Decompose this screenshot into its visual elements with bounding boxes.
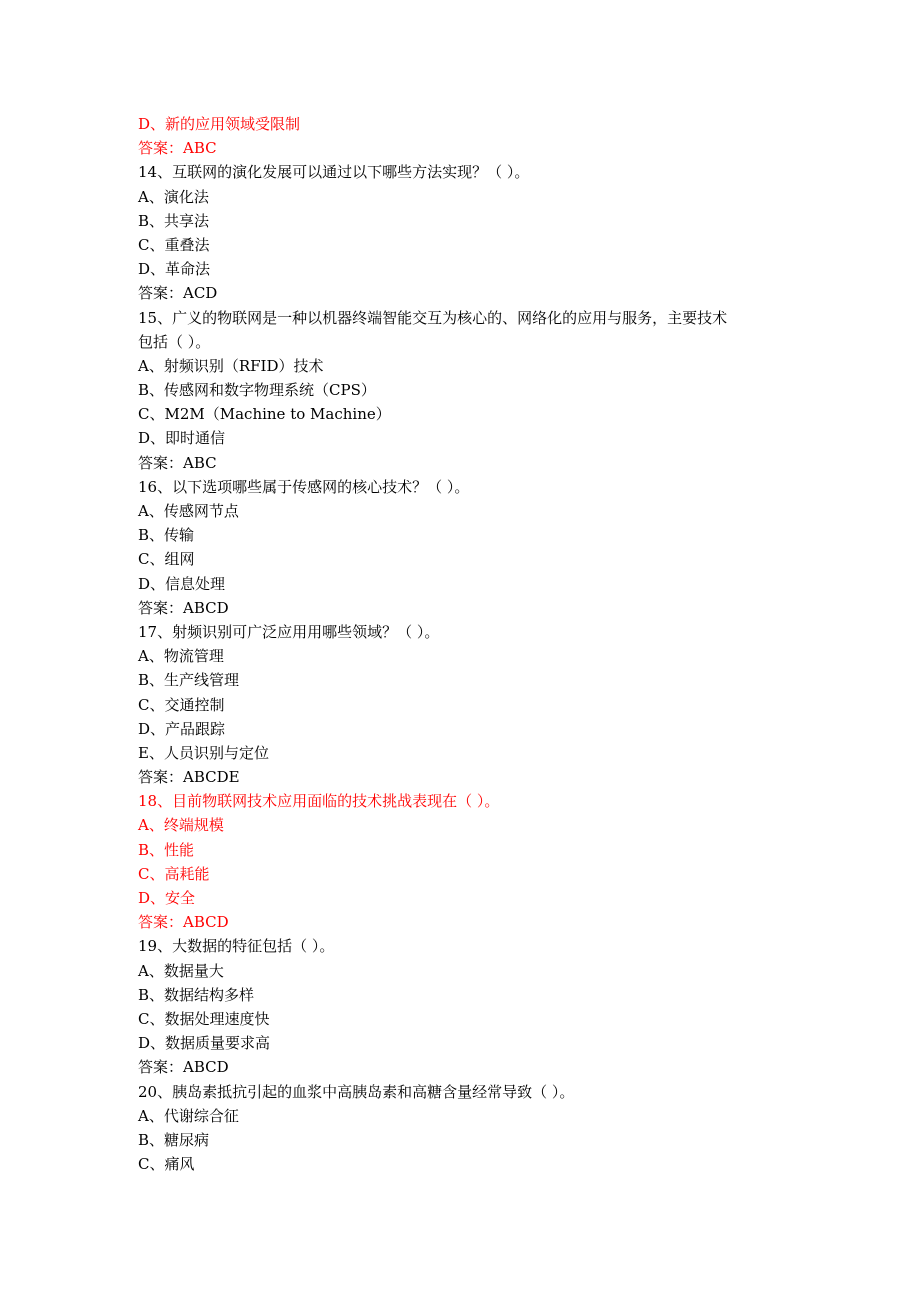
option-line: B、性能 (138, 840, 195, 859)
answer-line: 答案：ABC (138, 453, 217, 472)
option-line: B、糖尿病 (138, 1130, 210, 1149)
answer-line: 答案：ABCD (138, 1058, 229, 1077)
option-line: C、组网 (138, 550, 195, 569)
option-line: C、数据处理速度快 (138, 1009, 270, 1028)
option-line: A、终端规模 (138, 816, 224, 835)
document-page (138, 112, 788, 1176)
option-line: B、共享法 (138, 211, 210, 230)
question-line: 20、胰岛素抵抗引起的血浆中高胰岛素和高糖含量经常导致（ ）。 (138, 1082, 575, 1101)
option-line: A、传感网节点 (138, 502, 239, 520)
question-continuation-line: 包括（ ）。 (138, 332, 211, 351)
option-line: B、生产线管理 (138, 671, 240, 690)
option-line: D、安全 (138, 889, 196, 907)
answer-line: 答案：ABC (138, 139, 217, 158)
option-line: A、数据量大 (138, 961, 224, 980)
question-line: 18、目前物联网技术应用面临的技术挑战表现在（ ）。 (138, 792, 500, 811)
option-line: B、传输 (138, 526, 195, 545)
question-line: 14、互联网的演化发展可以通过以下哪些方法实现？（ ）。 (138, 163, 530, 182)
answer-line: 答案：ACD (138, 284, 218, 303)
option-line: C、痛风 (138, 1155, 195, 1174)
option-line: C、重叠法 (138, 235, 210, 254)
option-line: B、传感网和数字物理系统（CPS） (138, 381, 376, 400)
option-line: A、代谢综合征 (138, 1106, 239, 1125)
option-line: C、交通控制 (138, 695, 225, 714)
option-line: D、产品跟踪 (138, 719, 226, 738)
question-line: 16、以下选项哪些属于传感网的核心技术？（ ）。 (138, 477, 470, 496)
option-line: A、射频识别（RFID）技术 (138, 356, 324, 375)
question-line: 17、射频识别可广泛应用用哪些领域？（ ）。 (138, 622, 440, 641)
option-line: D、即时通信 (138, 429, 226, 448)
option-line: E、人员识别与定位 (138, 743, 269, 762)
option-line: D、新的应用领域受限制 (138, 115, 301, 133)
option-line: D、数据质量要求高 (138, 1034, 271, 1053)
option-line: A、物流管理 (138, 647, 224, 666)
option-line: C、高耗能 (138, 864, 210, 883)
answer-line: 答案：ABCDE (138, 768, 240, 787)
option-line: C、M2M（Machine to Machine） (138, 405, 391, 424)
question-line: 15、广义的物联网是一种以机器终端智能交互为核心的、网络化的应用与服务，主要技术 (138, 308, 728, 327)
option-line: B、数据结构多样 (138, 985, 255, 1004)
answer-line: 答案：ABCD (138, 913, 229, 932)
question-line: 19、大数据的特征包括（ ）。 (138, 937, 335, 956)
option-line: A、演化法 (138, 187, 209, 206)
answer-line: 答案：ABCD (138, 598, 229, 617)
option-line: D、信息处理 (138, 574, 226, 593)
option-line: D、革命法 (138, 260, 211, 279)
